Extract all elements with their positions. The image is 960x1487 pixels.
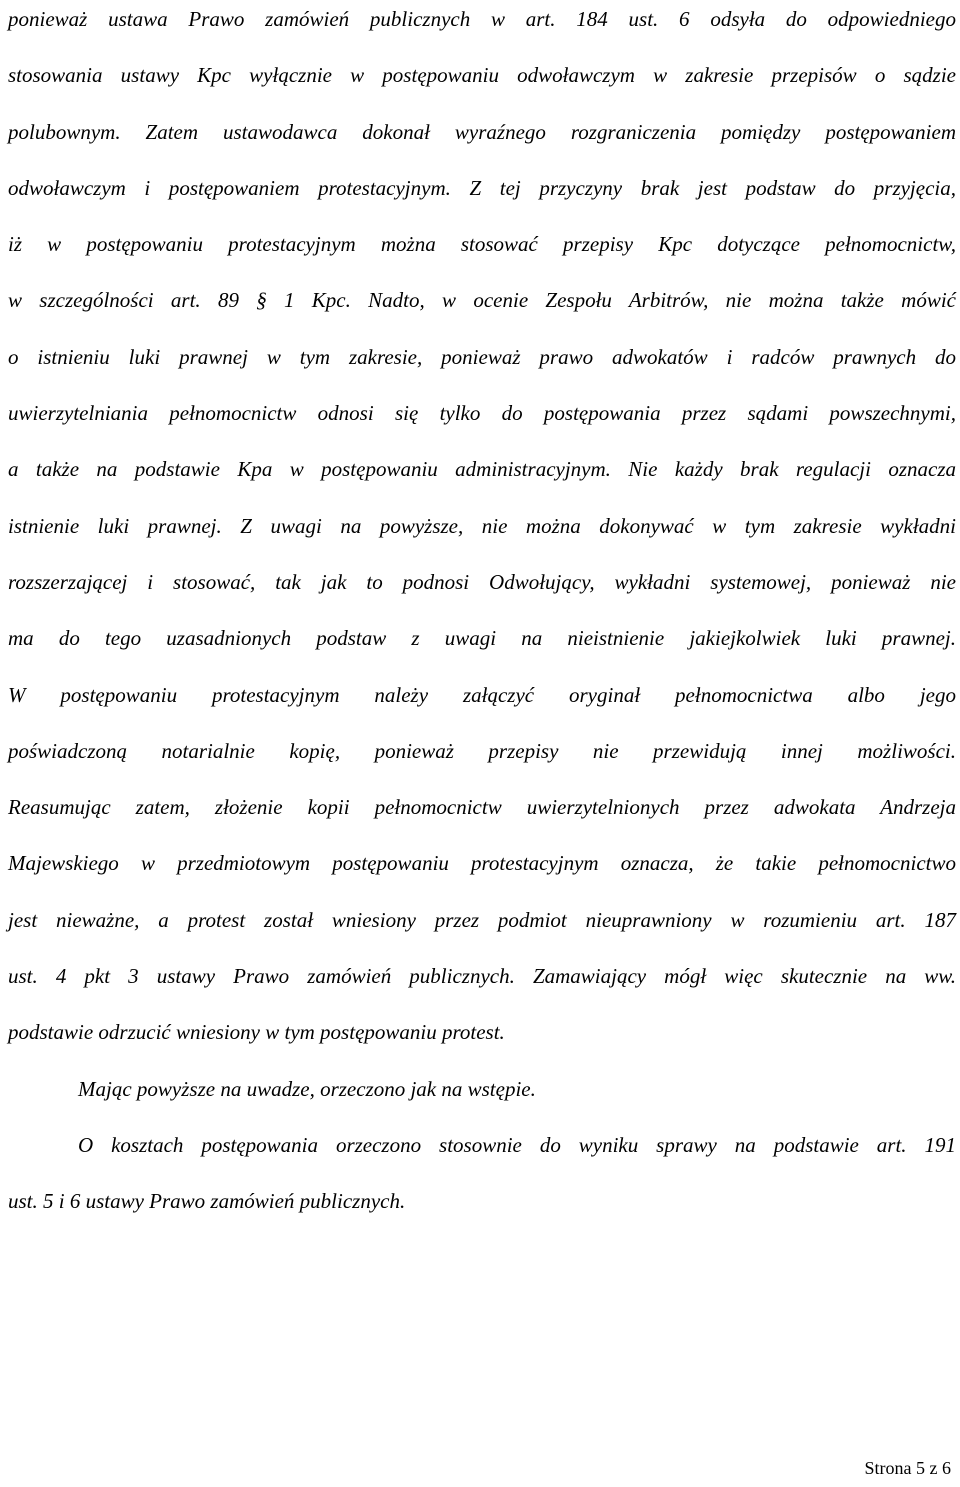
- text-line: o istnieniu luki prawnej w tym zakresie, ponieważ prawo adwokatów i radców prawnych do: [8, 344, 956, 369]
- text-line: polubownym. Zatem ustawodawca dokonał wyraźnego rozgraniczenia pomiędzy postępowaniem: [8, 119, 956, 144]
- text-line: Mając powyższe na uwadze, orzeczono jak na wstępie.: [78, 1076, 536, 1101]
- text-line: odwoławczym i postępowaniem protestacyjnym. Z tej przyczyny brak jest podstaw do przyjęcia,: [8, 175, 956, 200]
- page-number: Strona 5 z 6: [864, 1458, 951, 1478]
- text-line: stosowania ustawy Kpc wyłącznie w postępowaniu odwoławczym w zakresie przepisów o sądzie: [8, 63, 956, 88]
- text-line: jest nieważne, a protest został wniesiony przez podmiot nieuprawniony w rozumieniu art. 187: [8, 907, 956, 932]
- text-line: w szczególności art. 89 § 1 Kpc. Nadto, w ocenie Zespołu Arbitrów, nie można także mówić: [8, 288, 956, 313]
- text-line: Majewskiego w przedmiotowym postępowaniu protestacyjnym oznacza, że takie pełnomocnictwo: [8, 851, 956, 876]
- text-line: uwierzytelniania pełnomocnictw odnosi się tylko do postępowania przez sądami powszechnymi,: [8, 401, 956, 426]
- text-line: istnienie luki prawnej. Z uwagi na powyższe, nie można dokonywać w tym zakresie wykładni: [8, 513, 956, 538]
- text-line: O kosztach postępowania orzeczono stosownie do wyniku sprawy na podstawie art. 191: [78, 1132, 956, 1157]
- text-line: ust. 5 i 6 ustawy Prawo zamówień publicznych.: [8, 1189, 406, 1214]
- text-line: poświadczoną notarialnie kopię, ponieważ przepisy nie przewidują innej możliwości.: [8, 738, 956, 763]
- text-line: ust. 4 pkt 3 ustawy Prawo zamówień publicznych. Zamawiający mógł więc skutecznie na ww.: [8, 964, 956, 989]
- text-line: Reasumując zatem, złożenie kopii pełnomocnictw uwierzytelnionych przez adwokata Andrzeja: [8, 795, 956, 820]
- text-line: rozszerzającej i stosować, tak jak to podnosi Odwołujący, wykładni systemowej, ponieważ nie: [8, 569, 956, 594]
- text-line: W postępowaniu protestacyjnym należy załączyć oryginał pełnomocnictwa albo jego: [8, 682, 956, 707]
- text-line: a także na podstawie Kpa w postępowaniu administracyjnym. Nie każdy brak regulacji oznacza: [8, 457, 956, 482]
- text-line: iż w postępowaniu protestacyjnym można stosować przepisy Kpc dotyczące pełnomocnictw,: [8, 232, 956, 257]
- text-line: podstawie odrzucić wniesiony w tym postępowaniu protest.: [8, 1020, 505, 1045]
- text-line: ma do tego uzasadnionych podstaw z uwagi na nieistnienie jakiejkolwiek luki prawnej.: [8, 626, 956, 651]
- text-line: ponieważ ustawa Prawo zamówień publicznych w art. 184 ust. 6 odsyła do odpowiedniego: [8, 7, 956, 31]
- body-text: [8, 0, 956, 1230]
